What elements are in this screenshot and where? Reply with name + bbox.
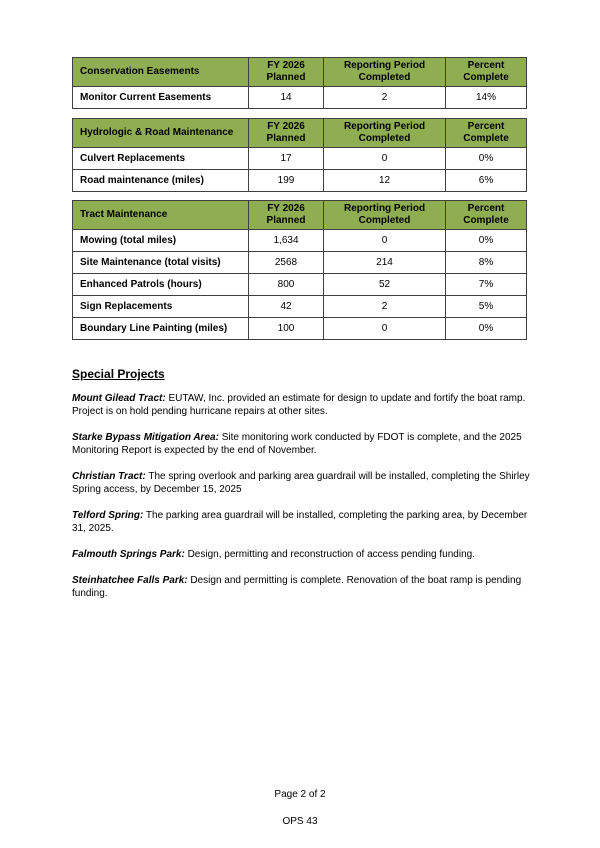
project-paragraph-steinhatchee-falls xyxy=(72,574,532,600)
row-label-cell: Enhanced Patrols (hours) xyxy=(73,274,249,296)
column-header-reporting-completed: Reporting Period Completed xyxy=(324,119,446,148)
project-title: Starke Bypass Mitigation Area: xyxy=(72,432,219,443)
column-header-fy-planned: FY 2026 Planned xyxy=(249,119,324,148)
row-label-cell: Culvert Replacements xyxy=(73,148,249,170)
table-row xyxy=(73,230,527,252)
project-text: Site monitoring work conducted by FDOT is complete, and the 2025 Monitoring Report is expected by the end of November. xyxy=(72,432,522,456)
page-number: Page 2 of 2 xyxy=(274,789,326,800)
column-header-reporting-completed: Reporting Period Completed xyxy=(324,201,446,230)
table-row xyxy=(73,296,527,318)
planned-value-cell: 14 xyxy=(249,87,324,109)
doc-code: OPS 43 xyxy=(282,816,318,827)
planned-value-cell: 17 xyxy=(249,148,324,170)
project-text: The spring overlook and parking area guardrail will be installed, completing the Shirley Spring access, by December 15, 2025 xyxy=(72,471,530,495)
table-header-row xyxy=(73,58,527,87)
planned-value-cell: 42 xyxy=(249,296,324,318)
project-text: Design and permitting is complete. Renovation of the boat ramp is pending funding. xyxy=(72,575,522,599)
column-header-percent-complete: Percent Complete xyxy=(446,201,527,230)
table-row xyxy=(73,274,527,296)
table-header-row xyxy=(73,119,527,148)
column-header-percent-complete: Percent Complete xyxy=(446,58,527,87)
project-title: Christian Tract: xyxy=(72,471,146,482)
percent-value-cell: 7% xyxy=(446,274,527,296)
percent-value-cell: 0% xyxy=(446,230,527,252)
table-row xyxy=(73,87,527,109)
project-text: The parking area guardrail will be installed, completing the parking area, by December 31, 2025. xyxy=(72,510,528,534)
table-title-cell: Conservation Easements xyxy=(73,58,249,87)
table-title-cell: Tract Maintenance xyxy=(73,201,249,230)
completed-value-cell: 0 xyxy=(324,148,446,170)
table-row xyxy=(73,148,527,170)
project-title: Mount Gilead Tract: xyxy=(72,393,166,404)
table-row xyxy=(73,318,527,340)
row-label-cell: Mowing (total miles) xyxy=(73,230,249,252)
percent-value-cell: 0% xyxy=(446,318,527,340)
completed-value-cell: 0 xyxy=(324,230,446,252)
special-projects-heading: Special Projects xyxy=(72,367,165,381)
completed-value-cell: 0 xyxy=(324,318,446,340)
completed-value-cell: 214 xyxy=(324,252,446,274)
conservation-easements-table xyxy=(72,57,527,109)
column-header-fy-planned: FY 2026 Planned xyxy=(249,201,324,230)
completed-value-cell: 12 xyxy=(324,170,446,192)
project-text: EUTAW, Inc. provided an estimate for design to update and fortify the boat ramp. Project is on hold pending hurricane repairs at other sites. xyxy=(72,393,526,417)
planned-value-cell: 199 xyxy=(249,170,324,192)
percent-value-cell: 6% xyxy=(446,170,527,192)
table-title-cell: Hydrologic & Road Maintenance xyxy=(73,119,249,148)
percent-value-cell: 5% xyxy=(446,296,527,318)
completed-value-cell: 52 xyxy=(324,274,446,296)
project-paragraph-starke-bypass xyxy=(72,431,532,457)
row-label-cell: Monitor Current Easements xyxy=(73,87,249,109)
project-paragraph-christian-tract xyxy=(72,470,532,496)
percent-value-cell: 14% xyxy=(446,87,527,109)
percent-value-cell: 0% xyxy=(446,148,527,170)
planned-value-cell: 1,634 xyxy=(249,230,324,252)
table-row xyxy=(73,170,527,192)
table-row xyxy=(73,252,527,274)
row-label-cell: Sign Replacements xyxy=(73,296,249,318)
project-paragraph-telford-spring xyxy=(72,509,532,535)
project-title: Telford Spring: xyxy=(72,510,144,521)
project-title: Falmouth Springs Park: xyxy=(72,549,185,560)
column-header-percent-complete: Percent Complete xyxy=(446,119,527,148)
special-projects-section xyxy=(72,368,532,600)
row-label-cell: Boundary Line Painting (miles) xyxy=(73,318,249,340)
completed-value-cell: 2 xyxy=(324,87,446,109)
planned-value-cell: 2568 xyxy=(249,252,324,274)
column-header-reporting-completed: Reporting Period Completed xyxy=(324,58,446,87)
project-paragraph-falmouth-springs xyxy=(72,548,532,561)
project-paragraph-mount-gilead xyxy=(72,392,532,418)
row-label-cell: Road maintenance (miles) xyxy=(73,170,249,192)
table-header-row xyxy=(73,201,527,230)
page-content xyxy=(72,57,532,613)
planned-value-cell: 800 xyxy=(249,274,324,296)
planned-value-cell: 100 xyxy=(249,318,324,340)
column-header-fy-planned: FY 2026 Planned xyxy=(249,58,324,87)
percent-value-cell: 8% xyxy=(446,252,527,274)
project-text: Design, permitting and reconstruction of access pending funding. xyxy=(187,549,475,560)
hydrologic-road-maintenance-table xyxy=(72,118,527,192)
completed-value-cell: 2 xyxy=(324,296,446,318)
tract-maintenance-table xyxy=(72,200,527,340)
project-title: Steinhatchee Falls Park: xyxy=(72,575,188,586)
row-label-cell: Site Maintenance (total visits) xyxy=(73,252,249,274)
